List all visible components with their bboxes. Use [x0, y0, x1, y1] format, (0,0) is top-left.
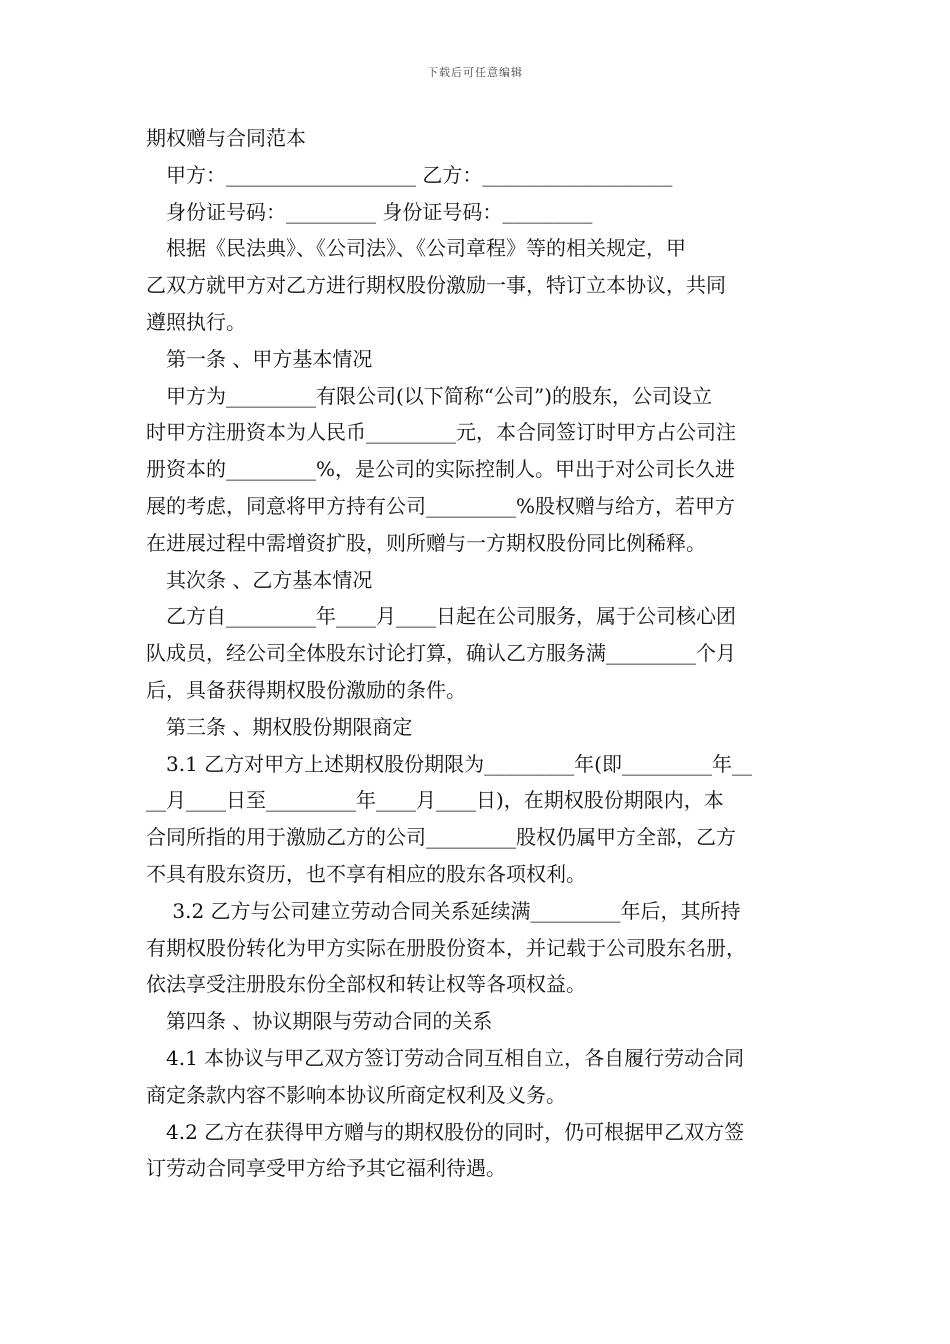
paragraph-line: 甲方为_________有限公司(以下简称“公司”)的股东，公司设立	[146, 383, 713, 408]
paragraph-line: 在进展过程中需增资扩股，则所赠与一方期权股份同比例稀释。	[146, 530, 706, 555]
paragraph-line: 4.2 乙方在获得甲方赠与的期权股份的同时，仍可根据甲乙双方签	[146, 1119, 745, 1144]
paragraph-line: 商定条款内容不影响本协议所商定权利及义务。	[146, 1082, 566, 1107]
paragraph-line: 3.2 乙方与公司建立劳动合同关系延续满_________年后，其所持	[146, 898, 741, 923]
paragraph-line: 3.1 乙方对甲方上述期权股份期限为_________年(即_________年__	[146, 751, 752, 776]
paragraph-line: 4.1 本协议与甲乙双方签订劳动合同互相自立，各自履行劳动合同	[146, 1045, 745, 1070]
paragraph-line: 订劳动合同享受甲方给予其它福利待遇。	[146, 1156, 506, 1181]
paragraph-line: __月____日至_________年____月____日)，在期权股份期限内，本	[146, 788, 724, 813]
paragraph-line: 展的考虑，同意将甲方持有公司_________%股权赠与给方，若甲方	[146, 493, 736, 518]
paragraph-line: 有期权股份转化为甲方实际在册股份资本，并记载于公司股东名册，	[146, 935, 746, 960]
party-line: 甲方：___________________ 乙方：___________________	[146, 162, 673, 187]
section-heading: 其次条 、乙方基本情况	[146, 567, 373, 592]
section-heading: 第一条 、甲方基本情况	[146, 346, 373, 371]
paragraph-line: 时甲方注册资本为人民币_________元，本合同签订时甲方占公司注	[146, 420, 736, 445]
section-heading: 第三条 、期权股份期限商定	[146, 714, 413, 739]
paragraph-line: 根据《民法典》、《公司法》、《公司章程》等的相关规定，甲	[146, 236, 686, 261]
document-title: 期权赠与合同范本	[146, 126, 306, 150]
section-heading: 第四条 、协议期限与劳动合同的关系	[146, 1009, 493, 1034]
document-body	[146, 120, 826, 1187]
paragraph-line: 乙双方就甲方对乙方进行期权股份激励一事，特订立本协议，共同	[146, 273, 726, 298]
id-number-line: 身份证号码：_________ 身份证号码：_________	[146, 199, 593, 224]
header-note: 下载后可任意编辑	[427, 66, 523, 79]
paragraph-line: 合同所指的用于激励乙方的公司_________股权仍属甲方全部，乙方	[146, 825, 736, 850]
paragraph-line: 乙方自_________年____月____日起在公司服务，属于公司核心团	[146, 604, 736, 629]
paragraph-line: 不具有股东资历，也不享有相应的股东各项权利。	[146, 861, 586, 886]
paragraph-line: 队成员，经公司全体股东讨论打算，确认乙方服务满_________个月	[146, 641, 736, 666]
paragraph-line: 后，具备获得期权股份激励的条件。	[146, 677, 466, 702]
paragraph-line: 册资本的_________%，是公司的实际控制人。甲出于对公司长久进	[146, 457, 736, 482]
paragraph-line: 遵照执行。	[146, 309, 246, 334]
paragraph-line: 依法享受注册股东份全部权和转让权等各项权益。	[146, 972, 586, 997]
